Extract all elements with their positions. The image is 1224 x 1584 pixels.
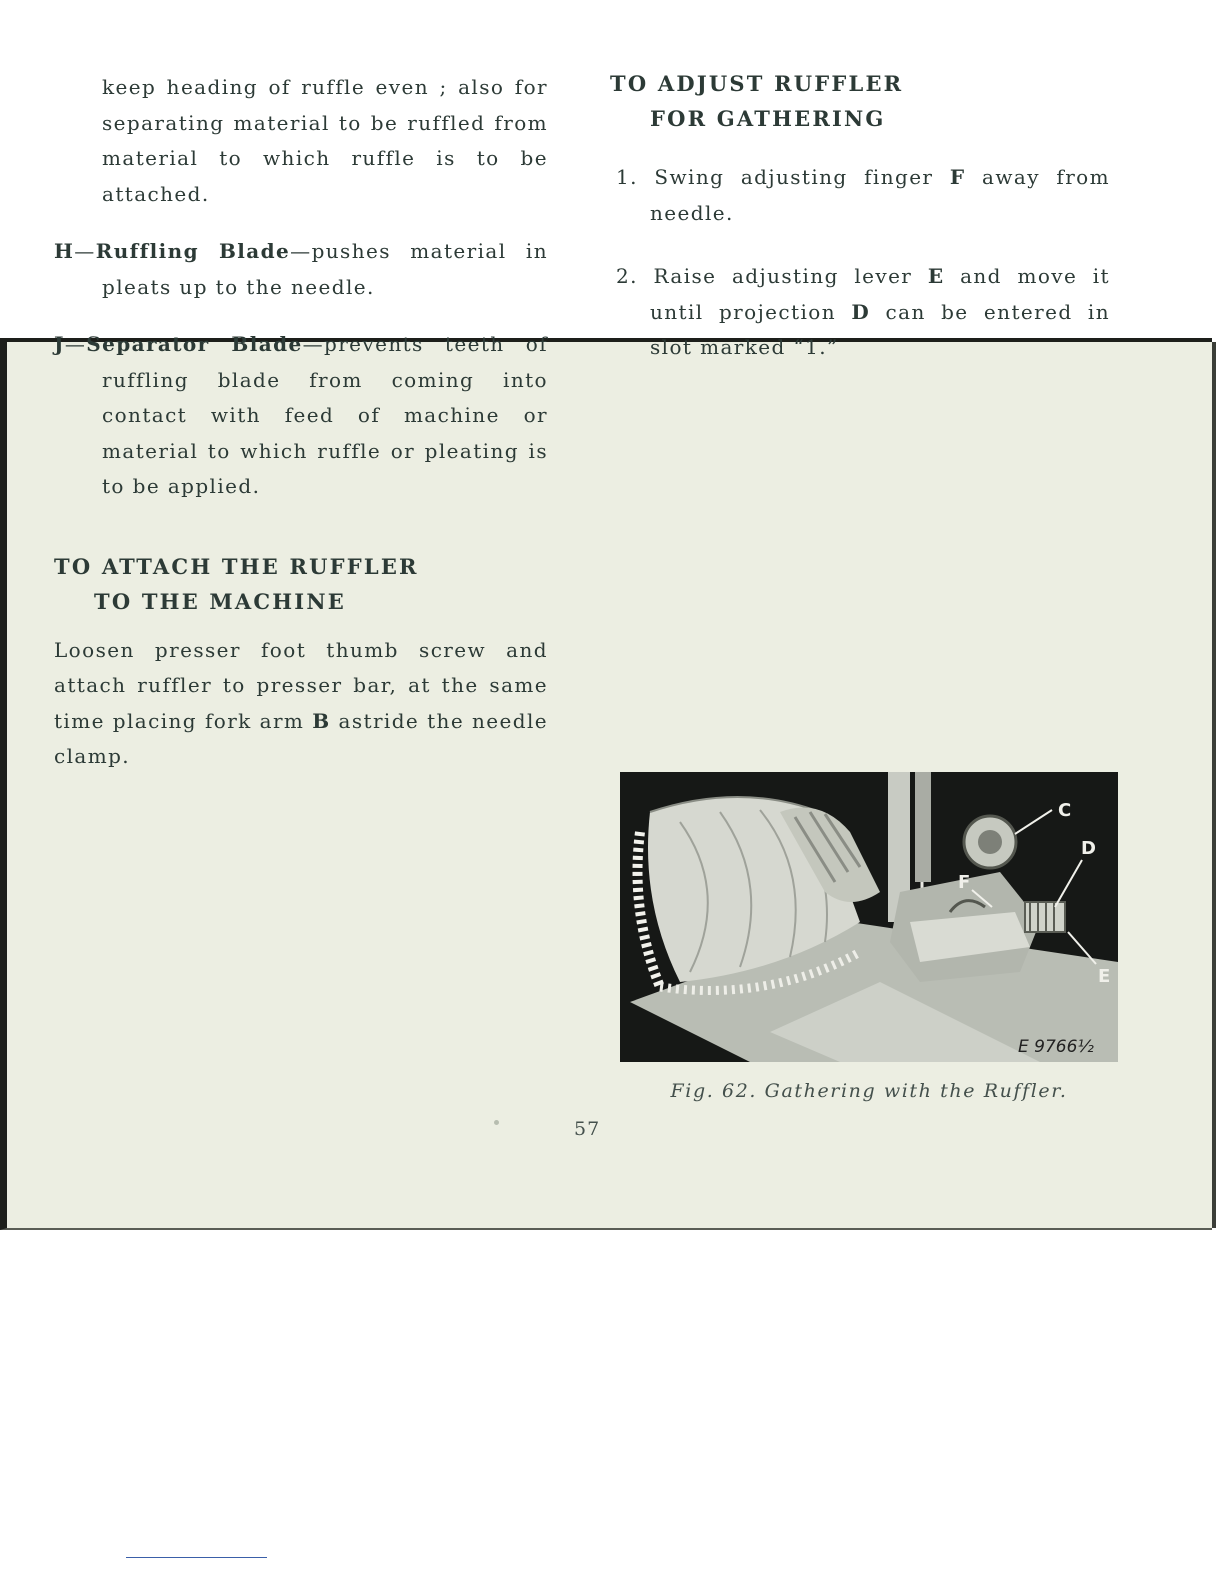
figure-label-f: F [958,872,971,893]
page-number: 57 [574,1118,601,1140]
ruffler-figure [620,772,1118,1062]
step-2-number: 2. [616,264,638,288]
step-1-text-2: away from needle. [650,165,1110,225]
attach-letter: B [312,708,331,733]
continuation-paragraph: keep heading of ruffle even ; also for separating material to be ruffled from material to which ruffle is to be attached. [102,75,548,206]
ruffler-illustration [620,772,1118,1062]
footer-rule [126,1557,267,1558]
separator-blade-item: J—Separator Blade—prevents teeth of ruffling blade from coming into contact with feed of machine or material to which ruffle or pleating is to be applied. [54,332,548,498]
ruffling-blade-text: pushes material in pleats up to the needle. [102,239,548,299]
page-speck [494,1120,499,1125]
adjust-heading [610,66,1110,136]
step-2-text-1: Raise adjusting lever [653,264,913,288]
attach-heading-line2: TO THE MACHINE [94,588,346,614]
step-1-letter: F [949,165,966,189]
adjust-heading-line2: FOR GATHERING [650,106,886,131]
left-column [54,70,548,775]
step-2-text-2: and move it until projection [650,264,1110,324]
figure-label-e: E [1098,966,1111,987]
attach-text-1: Loosen presser foot thumb screw and attach ruffler to presser bar, at the same time placing fork arm [54,637,548,733]
step-2 [610,259,1110,366]
separator-blade-title: Separator Blade [86,332,303,356]
figure-code: E 9766½ [1018,1037,1094,1057]
step-2-letter-1: E [927,264,945,288]
figure-label-d: D [1081,838,1096,859]
ruffling-blade-title: Ruffling Blade [95,239,291,263]
attach-heading [54,549,548,619]
step-1-number: 1. [616,165,638,189]
item-letter-h: H [54,239,75,263]
step-2-letter-2: D [851,299,871,324]
separator-blade-text: prevents teeth of ruffling blade from coming into contact with feed of machine or material to which ruffle or pleating is to be applied. [102,332,548,498]
step-1 [610,160,1110,231]
item-letter-j: J [54,332,65,356]
attach-paragraph [54,633,548,775]
adjust-heading-line1: TO ADJUST RUFFLER [610,71,904,96]
right-column [610,66,1110,366]
step-2-text-3: can be entered in slot marked “1.” [650,299,1110,359]
attach-heading-line1: TO ATTACH THE RUFFLER [54,553,419,579]
attach-text-2: astride the needle clamp. [54,708,549,768]
figure-caption: Fig. 62. Gathering with the Ruffler. [670,1080,1068,1102]
ruffling-blade-item: H—Ruffling Blade—pushes material in pleats up to the needle. [54,239,548,299]
step-1-text-1: Swing adjusting finger [654,165,934,189]
figure-label-c: C [1058,800,1072,821]
